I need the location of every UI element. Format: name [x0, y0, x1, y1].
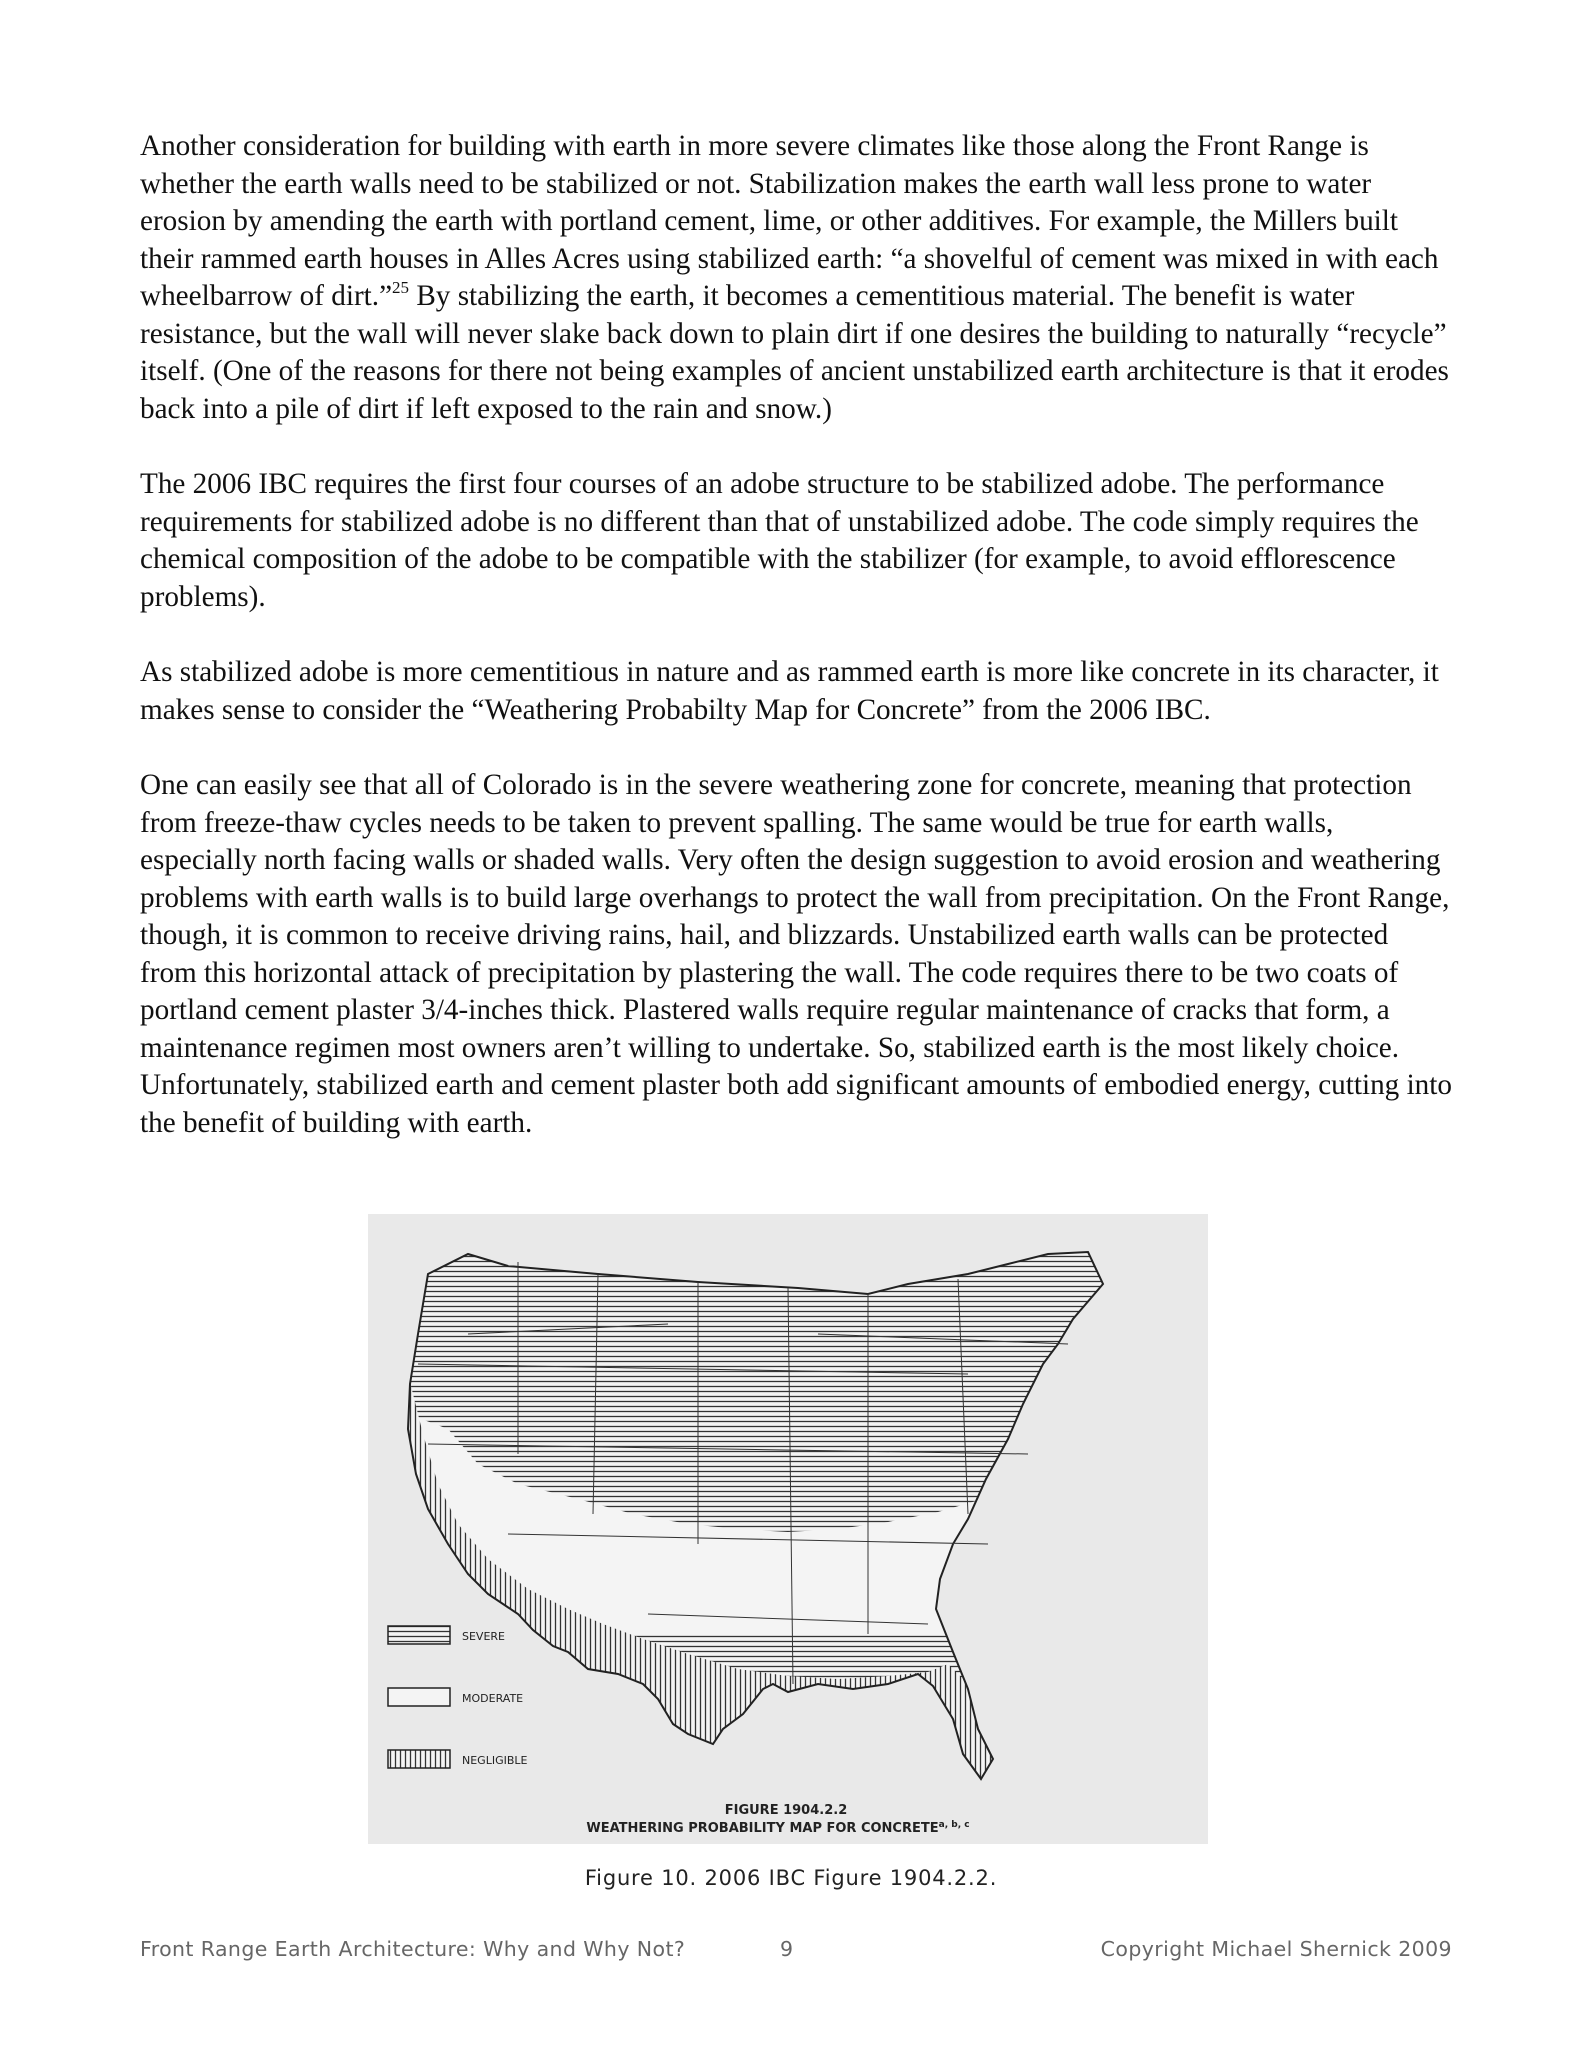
footer-copyright: Copyright Michael Shernick 2009	[1100, 1937, 1452, 1961]
weathering-map	[368, 1214, 1208, 1844]
figure-title-sup: a, b, c	[938, 1820, 970, 1830]
paragraph-1-text-a: Another consideration for building with earth in more severe climates like those along the Front Range is whether the earth walls need to be stabilized or not. Stabilization makes the earth wall less prone to water erosion by amending the earth with portland cement, lime, or other additives. For example, the Millers built their rammed earth houses in Alles Acres using stabilized earth: “a shovelful of cement was mixed in with each wheelbarrow of dirt.”	[140, 130, 1439, 312]
page-footer	[140, 1937, 1452, 1967]
paragraph-4: One can easily see that all of Colorado is in the severe weathering zone for concrete, meaning that protection from freeze-thaw cycles needs to be taken to prevent spalling. The same would be true for earth walls, especially north facing walls or shaded walls. Very often the design suggestion to avoid erosion and weathering problems with earth walls is to build large overhangs to protect the wall from precipitation. On the Front Range, though, it is common to receive driving rains, hail, and blizzards. Unstabilized earth walls can be protected from this horizontal attack of precipitation by plastering the wall. The code requires there to be two coats of portland cement plaster 3/4-inches thick. Plastered walls require regular maintenance of cracks that form, a maintenance regimen most owners aren’t willing to undertake. So, stabilized earth is the most likely choice. Unfortunately, stabilized earth and cement plaster both add significant amounts of embodied energy, cutting into the benefit of building with earth.	[140, 769, 1452, 1139]
paragraph-2: The 2006 IBC requires the first four courses of an adobe structure to be stabilized adobe. The performance requirements for stabilized adobe is no different than that of unstabilized adobe. The code simply requires the chemical composition of the adobe to be compatible with the stabilizer (for example, to avoid efflorescence problems).	[140, 468, 1419, 613]
body-text	[140, 128, 1452, 1180]
figure-number: FIGURE 1904.2.2	[724, 1803, 848, 1818]
paragraph-1-text-b: By stabilizing the earth, it becomes a cementitious material. The benefit is water resistance, but the wall will never slake back down to plain dirt if one desires the building to naturally “recycle” itself. (One of the reasons for there not being examples of ancient unstabilized earth architecture is that it erodes back into a pile of dirt if left exposed to the rain and snow.)	[140, 280, 1449, 425]
figure-title-text: WEATHERING PROBABILITY MAP FOR CONCRETE	[586, 1821, 939, 1836]
weathering-map-figure	[368, 1214, 1208, 1844]
figure-title	[586, 1820, 969, 1836]
figure-caption: Figure 10. 2006 IBC Figure 1904.2.2.	[584, 1866, 998, 1890]
legend	[388, 1626, 528, 1768]
footer-title: Front Range Earth Architecture: Why and Why Not?	[140, 1937, 686, 1961]
paragraph-3: As stabilized adobe is more cementitious in nature and as rammed earth is more like concrete in its character, it makes sense to consider the “Weathering Probabilty Map for Concrete” from the 2006 IBC.	[140, 656, 1439, 726]
legend-severe-label: SEVERE	[462, 1630, 506, 1643]
paragraph-1	[140, 128, 1452, 428]
legend-swatch-moderate	[388, 1688, 450, 1706]
footnote-ref[interactable]: 25	[392, 278, 410, 297]
legend-moderate-label: MODERATE	[462, 1692, 524, 1705]
legend-swatch-severe	[388, 1626, 450, 1644]
page-number: 9	[780, 1937, 794, 1961]
legend-swatch-negligible	[388, 1750, 450, 1768]
legend-negligible-label: NEGLIGIBLE	[462, 1754, 528, 1767]
